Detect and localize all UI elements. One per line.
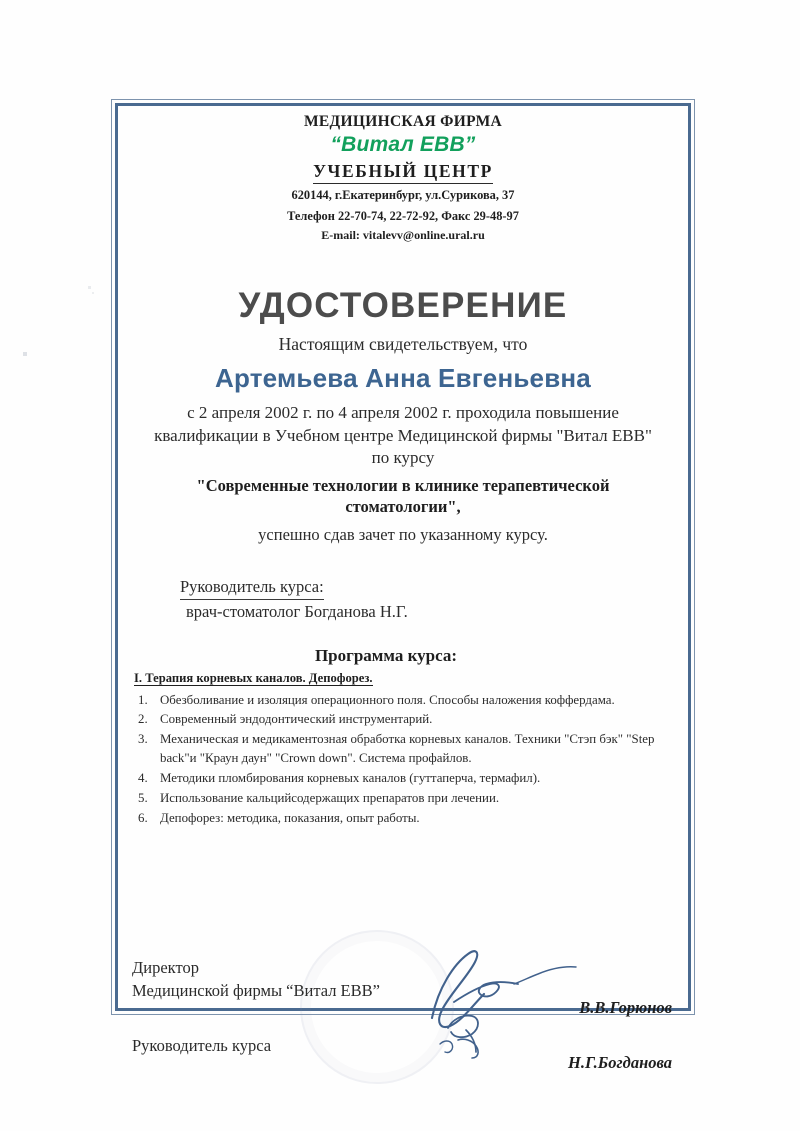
scan-speckle	[88, 286, 91, 289]
program-item-number: 6.	[138, 810, 148, 825]
program-item-number: 1.	[138, 692, 148, 707]
course-title-line-1: "Современные технологии в клинике терапевтической	[196, 475, 610, 495]
course-title-line-2: стоматологии",	[345, 497, 461, 517]
program-item-text: Современный эндодонтический инструментарий.	[160, 712, 433, 727]
signature-roles	[132, 956, 380, 1057]
program-item-number: 2.	[138, 712, 148, 727]
letterhead-brand: “Витал ЕВВ”	[330, 133, 476, 157]
program-item-text: Использование кальцийсодержащих препаратов при лечении.	[160, 790, 500, 805]
letterhead-center-wrap	[132, 160, 674, 185]
program-list-item	[134, 730, 668, 768]
program-section-heading	[132, 670, 674, 686]
letterhead-email: E-mail: vitalevv@online.ural.ru	[321, 228, 485, 243]
program-list-item	[134, 809, 668, 828]
program-item-text: Методики пломбирования корневых каналов (гуттаперча, термафил).	[160, 770, 541, 785]
supervisor-label-wrap	[180, 575, 674, 600]
certificate-body	[118, 106, 688, 1072]
signature-name-1: В.В.Горюнов	[579, 998, 672, 1017]
program-item-text: Депофорез: методика, показания, опыт работы.	[160, 810, 420, 825]
supervisor-block	[132, 575, 674, 624]
program-item-number: 4.	[138, 770, 148, 785]
letterhead-address: 620144, г.Екатеринбург, ул.Сурикова, 37	[291, 188, 515, 203]
period-block	[132, 402, 674, 469]
program-list-item	[134, 691, 668, 710]
document-subtitle: Настоящим свидетельствуем, что	[278, 334, 528, 355]
signature-role-1-line-2: Медицинской фирмы “Витал ЕВВ”	[132, 981, 380, 1001]
scan-speckle	[23, 352, 27, 356]
period-line-2: квалификации в Учебном центре Медицинской фирмы "Витал ЕВВ"	[154, 425, 652, 445]
period-line-1: с 2 апреля 2002 г. по 4 апреля 2002 г. проходила повышение	[187, 403, 619, 423]
program-item-text: Обезболивание и изоляция операционного поля. Способы наложения коффердама.	[160, 692, 615, 707]
signature-role-1-line-1: Директор	[132, 958, 199, 977]
letterhead-center: УЧЕБНЫЙ ЦЕНТР	[313, 160, 493, 185]
program-list-item	[134, 710, 668, 729]
program-item-number: 5.	[138, 790, 148, 805]
recipient-name: Артемьева Анна Евгеньевна	[215, 363, 591, 394]
signature-name-2: Н.Г.Богданова	[568, 1052, 672, 1072]
closing-line: успешно сдав зачет по указанному курсу.	[258, 524, 548, 544]
program-section-heading-text: I. Терапия корневых каналов. Депофорез.	[134, 671, 373, 686]
page-title: УДОСТОВЕРЕНИЕ	[238, 286, 568, 326]
letterhead-phones: Телефон 22-70-74, 22-72-92, Факс 29-48-97	[287, 209, 519, 224]
course-title	[132, 475, 674, 518]
signature-names	[568, 1000, 672, 1071]
certificate-frame-inner	[115, 103, 691, 1072]
signature-role-2: Руководитель курса	[132, 1035, 272, 1055]
program-list-item	[134, 789, 668, 808]
program-heading: Программа курса:	[314, 645, 458, 665]
program-item-text: Механическая и медикаментозная обработка корневых каналов. Техники "Стэп бэк" "Step back"и "Краун даун" "Crown down". Система профайлов.	[160, 732, 655, 766]
program-list-item	[134, 769, 668, 788]
letterhead	[132, 106, 674, 244]
letterhead-firm-line: МЕДИЦИНСКАЯ ФИРМА	[303, 113, 503, 130]
supervisor-label: Руководитель курса:	[180, 575, 324, 600]
program-list	[132, 691, 674, 828]
period-line-3: по курсу	[371, 448, 435, 468]
program-item-number: 3.	[138, 732, 148, 747]
scan-speckle	[92, 292, 94, 294]
supervisor-name: врач-стоматолог Богданова Н.Г.	[186, 601, 408, 621]
certificate-frame	[111, 99, 695, 1072]
